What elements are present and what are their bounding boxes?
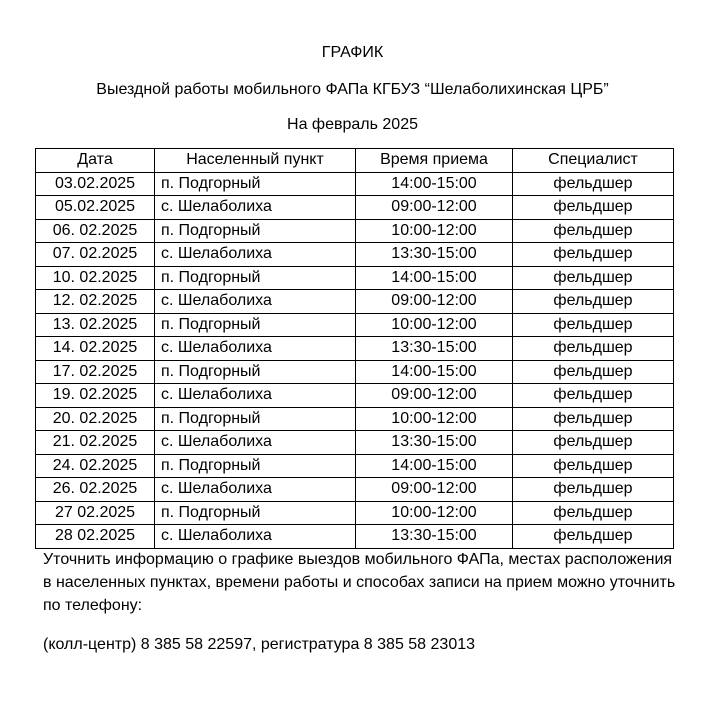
cell-place: п. Подгорный: [155, 266, 356, 290]
cell-specialist: фельдшер: [513, 407, 674, 431]
cell-time: 13:30-15:00: [356, 337, 513, 361]
cell-date: 06. 02.2025: [36, 219, 155, 243]
cell-time: 09:00-12:00: [356, 290, 513, 314]
cell-time: 09:00-12:00: [356, 384, 513, 408]
cell-specialist: фельдшер: [513, 219, 674, 243]
cell-time: 14:00-15:00: [356, 454, 513, 478]
cell-specialist: фельдшер: [513, 501, 674, 525]
contact-phones: (колл-центр) 8 385 58 22597, регистратура 8 385 58 23013: [43, 636, 476, 653]
table-row: [36, 384, 674, 408]
cell-date: 03.02.2025: [36, 172, 155, 196]
document-title: ГРАФИК: [321, 44, 384, 61]
cell-place: с. Шелаболиха: [155, 243, 356, 267]
cell-place: п. Подгорный: [155, 407, 356, 431]
table-row: [36, 360, 674, 384]
table-row: [36, 243, 674, 267]
cell-time: 10:00-12:00: [356, 501, 513, 525]
cell-time: 09:00-12:00: [356, 478, 513, 502]
cell-date: 12. 02.2025: [36, 290, 155, 314]
table-header-row: [36, 149, 674, 173]
table-row: [36, 219, 674, 243]
cell-place: с. Шелаболиха: [155, 478, 356, 502]
cell-place: с. Шелаболиха: [155, 384, 356, 408]
schedule-period: На февраль 2025: [287, 116, 418, 133]
cell-place: п. Подгорный: [155, 219, 356, 243]
table-row: [36, 454, 674, 478]
cell-place: с. Шелаболиха: [155, 525, 356, 549]
table-row: [36, 337, 674, 361]
column-header-time: Время приема: [356, 149, 513, 173]
schedule-table: [35, 148, 674, 549]
cell-place: п. Подгорный: [155, 313, 356, 337]
cell-place: с. Шелаболиха: [155, 290, 356, 314]
cell-specialist: фельдшер: [513, 290, 674, 314]
cell-specialist: фельдшер: [513, 478, 674, 502]
cell-time: 14:00-15:00: [356, 360, 513, 384]
cell-specialist: фельдшер: [513, 525, 674, 549]
cell-time: 09:00-12:00: [356, 196, 513, 220]
cell-date: 13. 02.2025: [36, 313, 155, 337]
cell-date: 21. 02.2025: [36, 431, 155, 455]
table-row: [36, 172, 674, 196]
document-subtitle: Выездной работы мобильного ФАПа КГБУЗ “Шелаболихинская ЦРБ”: [96, 81, 609, 98]
column-header-date: Дата: [36, 149, 155, 173]
cell-date: 17. 02.2025: [36, 360, 155, 384]
cell-specialist: фельдшер: [513, 360, 674, 384]
table-row: [36, 290, 674, 314]
table-row: [36, 407, 674, 431]
table-row: [36, 196, 674, 220]
cell-specialist: фельдшер: [513, 431, 674, 455]
cell-date: 27 02.2025: [36, 501, 155, 525]
cell-place: п. Подгорный: [155, 454, 356, 478]
table-row: [36, 431, 674, 455]
cell-date: 14. 02.2025: [36, 337, 155, 361]
cell-place: п. Подгорный: [155, 501, 356, 525]
cell-specialist: фельдшер: [513, 196, 674, 220]
column-header-place: Населенный пункт: [155, 149, 356, 173]
cell-time: 13:30-15:00: [356, 525, 513, 549]
cell-date: 20. 02.2025: [36, 407, 155, 431]
table-row: [36, 525, 674, 549]
schedule-body: [36, 172, 674, 548]
cell-specialist: фельдшер: [513, 384, 674, 408]
cell-date: 07. 02.2025: [36, 243, 155, 267]
cell-time: 14:00-15:00: [356, 266, 513, 290]
cell-date: 05.02.2025: [36, 196, 155, 220]
cell-time: 13:30-15:00: [356, 243, 513, 267]
cell-date: 28 02.2025: [36, 525, 155, 549]
cell-time: 10:00-12:00: [356, 407, 513, 431]
cell-time: 10:00-12:00: [356, 313, 513, 337]
cell-place: с. Шелаболиха: [155, 337, 356, 361]
cell-time: 10:00-12:00: [356, 219, 513, 243]
cell-place: п. Подгорный: [155, 172, 356, 196]
table-row: [36, 313, 674, 337]
table-row: [36, 266, 674, 290]
cell-place: п. Подгорный: [155, 360, 356, 384]
cell-date: 26. 02.2025: [36, 478, 155, 502]
cell-specialist: фельдшер: [513, 172, 674, 196]
cell-date: 10. 02.2025: [36, 266, 155, 290]
cell-date: 19. 02.2025: [36, 384, 155, 408]
cell-specialist: фельдшер: [513, 337, 674, 361]
column-header-specialist: Специалист: [513, 149, 674, 173]
table-row: [36, 501, 674, 525]
cell-specialist: фельдшер: [513, 313, 674, 337]
cell-time: 13:30-15:00: [356, 431, 513, 455]
contact-note: Уточнить информацию о графике выездов мобильного ФАПа, местах расположения в населенных пунктах, времени работы и способах записи на прием можно уточнить по телефону:: [43, 551, 676, 614]
cell-date: 24. 02.2025: [36, 454, 155, 478]
cell-place: с. Шелаболиха: [155, 196, 356, 220]
table-row: [36, 478, 674, 502]
cell-specialist: фельдшер: [513, 266, 674, 290]
cell-specialist: фельдшер: [513, 454, 674, 478]
cell-time: 14:00-15:00: [356, 172, 513, 196]
cell-specialist: фельдшер: [513, 243, 674, 267]
cell-place: с. Шелаболиха: [155, 431, 356, 455]
